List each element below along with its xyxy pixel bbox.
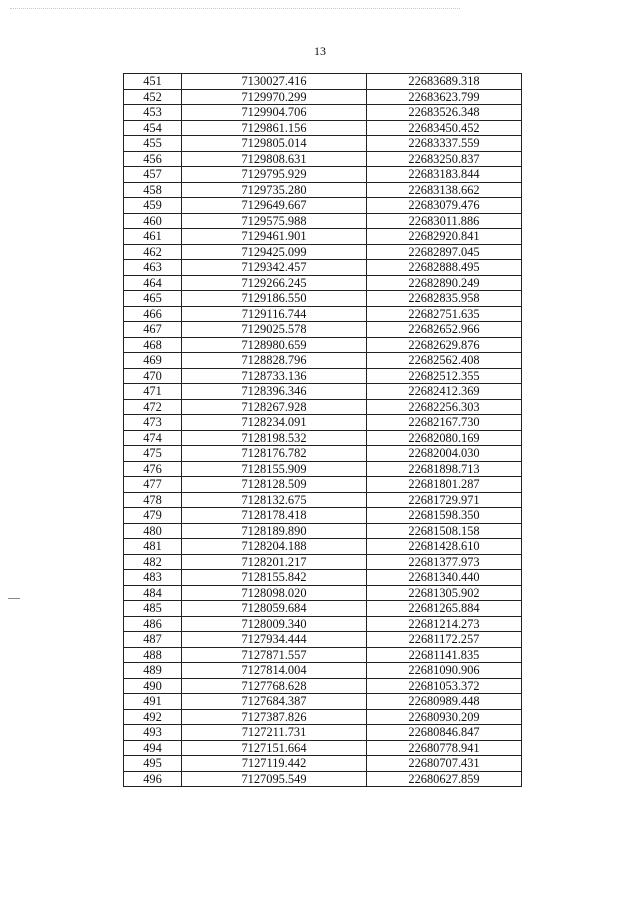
table-row [124,151,522,167]
x-coordinate-cell: 7127814.004 [182,663,367,679]
table-row [124,678,522,694]
y-coordinate-cell: 22680707.431 [367,756,522,772]
table-row [124,694,522,710]
point-number-cell: 459 [124,198,182,214]
table-row [124,167,522,183]
x-coordinate-cell: 7127151.664 [182,740,367,756]
point-number-cell: 479 [124,508,182,524]
point-number-cell: 466 [124,306,182,322]
x-coordinate-cell: 7129025.578 [182,322,367,338]
x-coordinate-cell: 7127768.628 [182,678,367,694]
y-coordinate-cell: 22681729.971 [367,492,522,508]
table-row [124,399,522,415]
y-coordinate-cell: 22683337.559 [367,136,522,152]
point-number-cell: 496 [124,771,182,787]
y-coordinate-cell: 22681172.257 [367,632,522,648]
table-row [124,89,522,105]
table-row [124,306,522,322]
x-coordinate-cell: 7127095.549 [182,771,367,787]
y-coordinate-cell: 22681265.884 [367,601,522,617]
x-coordinate-cell: 7128234.091 [182,415,367,431]
x-coordinate-cell: 7128396.346 [182,384,367,400]
point-number-cell: 493 [124,725,182,741]
table-row [124,647,522,663]
x-coordinate-cell: 7128178.418 [182,508,367,524]
scan-artifact-mark [8,598,20,599]
x-coordinate-cell: 7128189.890 [182,523,367,539]
x-coordinate-cell: 7129186.550 [182,291,367,307]
table-row [124,771,522,787]
point-number-cell: 483 [124,570,182,586]
coordinates-table [123,73,522,787]
table-row [124,663,522,679]
x-coordinate-cell: 7128733.136 [182,368,367,384]
y-coordinate-cell: 22682167.730 [367,415,522,431]
x-coordinate-cell: 7128828.796 [182,353,367,369]
x-coordinate-cell: 7128204.188 [182,539,367,555]
table-row [124,709,522,725]
point-number-cell: 462 [124,244,182,260]
table-row [124,384,522,400]
y-coordinate-cell: 22682512.355 [367,368,522,384]
point-number-cell: 454 [124,120,182,136]
y-coordinate-cell: 22681340.440 [367,570,522,586]
point-number-cell: 488 [124,647,182,663]
table-row [124,244,522,260]
point-number-cell: 460 [124,213,182,229]
table-row [124,446,522,462]
x-coordinate-cell: 7128155.842 [182,570,367,586]
y-coordinate-cell: 22683526.348 [367,105,522,121]
x-coordinate-cell: 7129808.631 [182,151,367,167]
point-number-cell: 471 [124,384,182,400]
table-row [124,725,522,741]
point-number-cell: 472 [124,399,182,415]
point-number-cell: 461 [124,229,182,245]
page-number: 13 [314,44,326,58]
table-row [124,337,522,353]
table-row [124,477,522,493]
y-coordinate-cell: 22683623.799 [367,89,522,105]
y-coordinate-cell: 22682888.495 [367,260,522,276]
y-coordinate-cell: 22681898.713 [367,461,522,477]
y-coordinate-cell: 22681141.835 [367,647,522,663]
table-row [124,322,522,338]
y-coordinate-cell: 22682080.169 [367,430,522,446]
x-coordinate-cell: 7127119.442 [182,756,367,772]
x-coordinate-cell: 7129116.744 [182,306,367,322]
point-number-cell: 467 [124,322,182,338]
y-coordinate-cell: 22682562.408 [367,353,522,369]
point-number-cell: 470 [124,368,182,384]
x-coordinate-cell: 7129904.706 [182,105,367,121]
point-number-cell: 476 [124,461,182,477]
table-row [124,740,522,756]
table-row [124,539,522,555]
x-coordinate-cell: 7128267.928 [182,399,367,415]
y-coordinate-cell: 22681090.906 [367,663,522,679]
x-coordinate-cell: 7128176.782 [182,446,367,462]
point-number-cell: 482 [124,554,182,570]
y-coordinate-cell: 22681598.350 [367,508,522,524]
table-row [124,523,522,539]
table-row [124,616,522,632]
point-number-cell: 487 [124,632,182,648]
point-number-cell: 451 [124,74,182,90]
table-row [124,368,522,384]
x-coordinate-cell: 7128155.909 [182,461,367,477]
x-coordinate-cell: 7127684.387 [182,694,367,710]
y-coordinate-cell: 22683450.452 [367,120,522,136]
x-coordinate-cell: 7128132.675 [182,492,367,508]
y-coordinate-cell: 22682920.841 [367,229,522,245]
x-coordinate-cell: 7129266.245 [182,275,367,291]
y-coordinate-cell: 22680778.941 [367,740,522,756]
table-row [124,291,522,307]
point-number-cell: 455 [124,136,182,152]
y-coordinate-cell: 22683250.837 [367,151,522,167]
x-coordinate-cell: 7127387.826 [182,709,367,725]
point-number-cell: 484 [124,585,182,601]
point-number-cell: 494 [124,740,182,756]
x-coordinate-cell: 7129970.299 [182,89,367,105]
table-row [124,430,522,446]
coordinates-table-body [124,74,522,787]
x-coordinate-cell: 7129649.667 [182,198,367,214]
table-row [124,601,522,617]
table-row [124,570,522,586]
point-number-cell: 480 [124,523,182,539]
point-number-cell: 463 [124,260,182,276]
y-coordinate-cell: 22680989.448 [367,694,522,710]
y-coordinate-cell: 22682897.045 [367,244,522,260]
y-coordinate-cell: 22682256.303 [367,399,522,415]
y-coordinate-cell: 22682890.249 [367,275,522,291]
table-row [124,585,522,601]
y-coordinate-cell: 22682412.369 [367,384,522,400]
point-number-cell: 457 [124,167,182,183]
table-row [124,120,522,136]
x-coordinate-cell: 7130027.416 [182,74,367,90]
table-row [124,554,522,570]
point-number-cell: 495 [124,756,182,772]
point-number-cell: 474 [124,430,182,446]
table-row [124,461,522,477]
y-coordinate-cell: 22683138.662 [367,182,522,198]
point-number-cell: 477 [124,477,182,493]
point-number-cell: 485 [124,601,182,617]
point-number-cell: 486 [124,616,182,632]
point-number-cell: 464 [124,275,182,291]
point-number-cell: 465 [124,291,182,307]
y-coordinate-cell: 22682835.958 [367,291,522,307]
y-coordinate-cell: 22681428.610 [367,539,522,555]
y-coordinate-cell: 22681053.372 [367,678,522,694]
point-number-cell: 456 [124,151,182,167]
x-coordinate-cell: 7127211.731 [182,725,367,741]
x-coordinate-cell: 7128980.659 [182,337,367,353]
table-row [124,260,522,276]
y-coordinate-cell: 22681305.902 [367,585,522,601]
x-coordinate-cell: 7127871.557 [182,647,367,663]
table-row [124,105,522,121]
point-number-cell: 453 [124,105,182,121]
x-coordinate-cell: 7129805.014 [182,136,367,152]
y-coordinate-cell: 22681801.287 [367,477,522,493]
point-number-cell: 458 [124,182,182,198]
y-coordinate-cell: 22683011.886 [367,213,522,229]
table-row [124,353,522,369]
table-row [124,74,522,90]
point-number-cell: 469 [124,353,182,369]
x-coordinate-cell: 7127934.444 [182,632,367,648]
y-coordinate-cell: 22681508.158 [367,523,522,539]
point-number-cell: 468 [124,337,182,353]
y-coordinate-cell: 22683689.318 [367,74,522,90]
y-coordinate-cell: 22681377.973 [367,554,522,570]
scan-artifact-top [10,8,460,11]
table-row [124,756,522,772]
table-row [124,229,522,245]
point-number-cell: 478 [124,492,182,508]
point-number-cell: 475 [124,446,182,462]
y-coordinate-cell: 22683183.844 [367,167,522,183]
y-coordinate-cell: 22682751.635 [367,306,522,322]
x-coordinate-cell: 7128128.509 [182,477,367,493]
table-row [124,415,522,431]
point-number-cell: 492 [124,709,182,725]
table-row [124,136,522,152]
y-coordinate-cell: 22680846.847 [367,725,522,741]
point-number-cell: 481 [124,539,182,555]
y-coordinate-cell: 22680627.859 [367,771,522,787]
table-row [124,182,522,198]
x-coordinate-cell: 7129861.156 [182,120,367,136]
y-coordinate-cell: 22683079.476 [367,198,522,214]
x-coordinate-cell: 7129425.099 [182,244,367,260]
x-coordinate-cell: 7128098.020 [182,585,367,601]
y-coordinate-cell: 22682629.876 [367,337,522,353]
table-row [124,275,522,291]
y-coordinate-cell: 22682004.030 [367,446,522,462]
x-coordinate-cell: 7128059.684 [182,601,367,617]
x-coordinate-cell: 7128198.532 [182,430,367,446]
table-row [124,508,522,524]
x-coordinate-cell: 7129461.901 [182,229,367,245]
point-number-cell: 452 [124,89,182,105]
table-row [124,492,522,508]
point-number-cell: 491 [124,694,182,710]
x-coordinate-cell: 7129735.280 [182,182,367,198]
point-number-cell: 490 [124,678,182,694]
y-coordinate-cell: 22682652.966 [367,322,522,338]
point-number-cell: 489 [124,663,182,679]
y-coordinate-cell: 22681214.273 [367,616,522,632]
x-coordinate-cell: 7128009.340 [182,616,367,632]
x-coordinate-cell: 7128201.217 [182,554,367,570]
point-number-cell: 473 [124,415,182,431]
x-coordinate-cell: 7129342.457 [182,260,367,276]
table-row [124,632,522,648]
x-coordinate-cell: 7129795.929 [182,167,367,183]
table-row [124,213,522,229]
table-row [124,198,522,214]
x-coordinate-cell: 7129575.988 [182,213,367,229]
y-coordinate-cell: 22680930.209 [367,709,522,725]
